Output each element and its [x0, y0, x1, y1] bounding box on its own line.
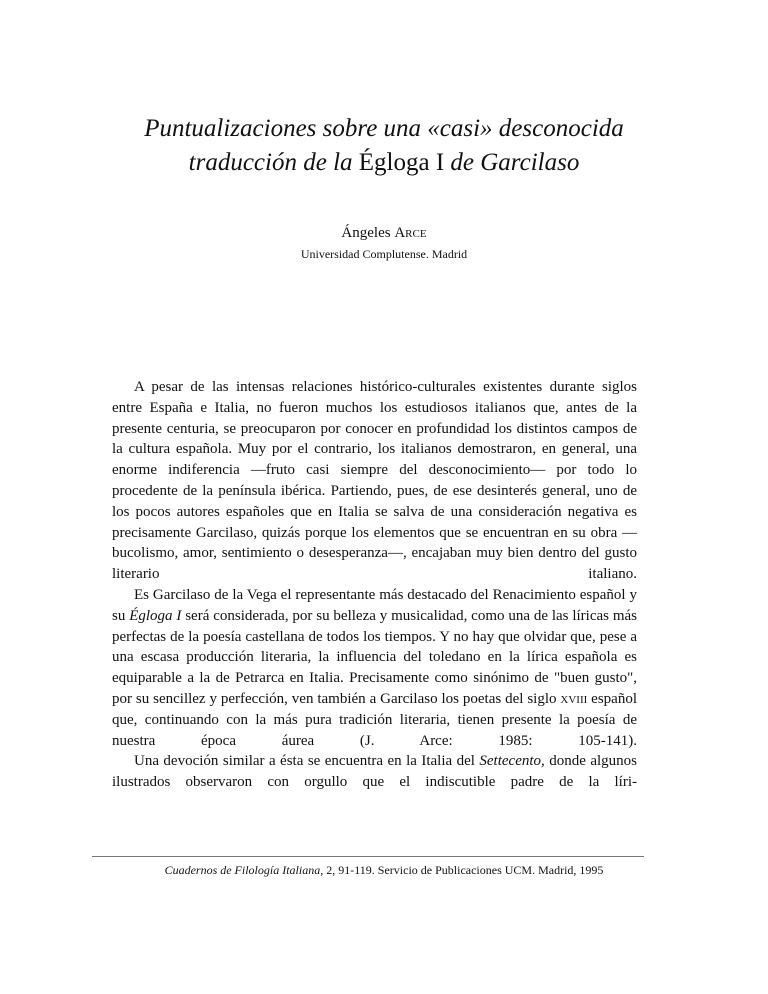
paragraph-1: A pesar de las intensas relaciones histórico-culturales existentes durante siglos entre España e Italia, no fueron muchos los estudiosos italianos que, antes de la presente centuria, se preocuparon por conocer en profundidad los distintos campos de la cultura española. Muy por el contrario, los italianos demostraron, en general, una enorme indiferencia —fruto casi siempre del desconocimiento— por todo lo procedente de la península ibérica. Partiendo, pues, de ese desinterés general, uno de los pocos autores españoles que en Italia se salva de una consideración negativa es precisamente Garcilaso, quizás porque los elementos que se encuentran en su obra —bucolismo, amor, sentimiento o desesperanza—, encajaban muy bien dentro del gusto literario italiano.	[112, 379, 637, 583]
paragraph-3	[112, 751, 637, 793]
paragraph-2-text-a: Es Garcilaso de la Vega el representante más destacado del Renacimiento español y su	[112, 586, 637, 624]
work-title-egloga: Égloga I	[129, 607, 182, 624]
title-line-1: Puntualizaciones sobre una «casi» desconocida	[144, 115, 624, 142]
settecento-term: Settecento,	[479, 753, 545, 770]
paragraph-2	[112, 585, 637, 751]
journal-details: 2, 91-119. Servicio de Publicaciones UCM. Madrid, 1995	[323, 863, 604, 877]
title-line-2	[0, 146, 768, 180]
author-surname: Arce	[394, 225, 427, 241]
title-line-2-post: de Garcilaso	[444, 149, 580, 176]
author-affiliation: Universidad Complutense. Madrid	[300, 247, 468, 261]
century-numeral: xviii	[560, 690, 588, 707]
footer-rule	[92, 856, 644, 857]
journal-name: Cuadernos de Filología Italiana,	[164, 863, 324, 877]
page-footer	[0, 863, 768, 878]
article-title	[0, 112, 768, 180]
paragraph-2-text-c: español que, continuando con la más pura tradición literaria, tienen presente la poesía de nuestra época áurea (J. Arce: 1985: 105-141).	[112, 690, 637, 749]
paragraph-2-text-b: será considerada, por su belleza y musicalidad, como una de las líricas más perfectas de la poesía castellana de todos los tiempos. Y no hay que olvidar que, pese a una escasa producción literaria, la influencia del toledano en la lírica española es equiparable a la de Petrarca en Italia. Precisamente como sinónimo de "buen gusto", por su sencillez y perfección, ven también a Garcilaso los poetas del siglo	[112, 607, 637, 707]
paragraph-3-text-b: donde algunos ilustrados observaron con orgullo que el indiscutible padre de la líri-	[112, 753, 637, 791]
title-line-2-pre: traducción de la	[188, 149, 359, 176]
paragraph-3-text-a: Una devoción similar a ésta se encuentra en la Italia del	[134, 753, 480, 770]
title-work-name: Égloga I	[358, 149, 445, 176]
author-given-name: Ángeles	[341, 225, 391, 241]
author-name	[0, 224, 768, 242]
article-body	[112, 377, 637, 793]
